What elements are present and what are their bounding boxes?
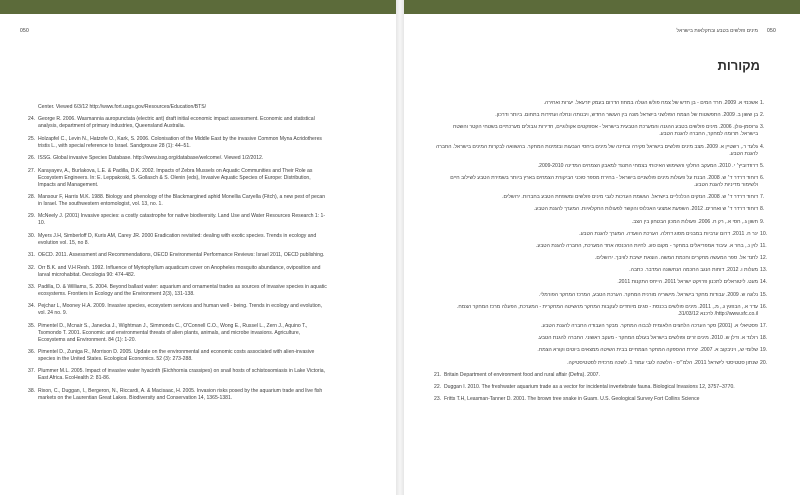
left-header-bar <box>0 0 396 14</box>
reference-number: 34. <box>28 303 36 310</box>
reference-entry <box>28 233 328 247</box>
reference-number: 24. <box>28 116 36 123</box>
reference-text: דוחוד דרדר ד׳ ש. 2008. הבנת על פעולות מינים פולשניים בישראל - בחירת מספר סוכני הביקורת הצמחים בארץ ביותר בשמירת הטבע לשילוב חיים ולשימור מדיניות להגנת הטבע. <box>450 174 758 188</box>
reference-number: 37. <box>28 368 36 375</box>
reference-number: 23. <box>434 396 442 403</box>
reference-text: מעלות ו. 2012. דוחות הנגב החכמה הנחשונה המדבר. כתבה. <box>629 267 758 274</box>
reference-text: דוחוד דרדר ד׳ ש ואחרים. 2012. השפעת אמצעי האכלוס והקשר לפעולות החקלאיות. המערך להגנת הטבע. <box>533 206 758 213</box>
reference-text: ינר ח. 2011. דרום ערביות במבנים מסוג דחלה. הערכת הוועדה. המערך להגנת הטבע. <box>579 230 758 237</box>
reference-entry <box>434 304 770 318</box>
reference-text: Pimentel D., Zuniga R., Morrison D. 2005. Update on the environmental and economic costs associated with alien-invasive species in the United States. Ecological Economics. 52 (3): 273-288. <box>38 349 315 363</box>
reference-entry <box>28 323 328 344</box>
reference-entry <box>28 388 328 402</box>
reference-text: לחנד אל. ספר המעשה מחקרים וחכמת המשה. הוצאת ישיבת לוויבך. ירושלים. <box>595 255 758 262</box>
reference-number: 10. <box>760 230 768 237</box>
reference-text: Pejchar L, Mooney H.A. 2009. Invasive species, ecosystem services and human well - being. Trends in ecology and evolution, vol. 24 no. 9. <box>38 303 322 317</box>
reference-entry <box>434 323 770 330</box>
reference-entry <box>28 116 328 130</box>
reference-number: 14. <box>760 279 768 286</box>
right-header-bar <box>404 0 800 14</box>
reference-entry <box>28 194 328 208</box>
reference-text: שנתון סטטיסטי לישראל 2011. הלמ״ס - הלשכה לגבי עמוד 1. לשכה מרכזית לסטטיסטיקה. <box>567 359 758 366</box>
reference-entry <box>434 360 770 367</box>
reference-number: 3. <box>760 124 765 131</box>
reference-text: עדר א., הבפגץ ג., מ., 2011. מינים פולשים בכנסת - סגים מיוחדים לעקבות המחקר מהשיטה המחקרית - המערכת, הפעלה מרכז המחקר הצמח. http://www.sfc.co.il/ לרכנא 31/03/12. <box>456 303 758 317</box>
reference-entry <box>434 267 770 274</box>
reference-entry <box>434 347 770 354</box>
reference-text: Plummer M.L. 2005. Impact of invasive water hyacinth (Eichhornia crassipes) on snail hosts of schistosomiasis in Lake Victoria, East Africa. EcoHealth 2: 81-86. <box>38 368 325 382</box>
reference-number: 31. <box>28 252 36 259</box>
reference-entry <box>28 252 328 259</box>
reference-entry <box>28 303 328 317</box>
reference-entry <box>28 104 328 111</box>
reference-text: Duggan I. 2010. The freshwater aquarium trade as a vector for incidental invertebrate fauna. Biological Invasions 12, 3757–3770. <box>444 383 735 390</box>
right-page-number: 050 <box>767 28 776 34</box>
reference-entry <box>434 163 770 170</box>
reference-number: 1. <box>760 100 765 106</box>
reference-entry <box>434 219 770 226</box>
reference-number: 32. <box>28 264 36 271</box>
reference-entry <box>434 279 770 286</box>
reference-text: Padilla, D. & Williams, S. 2004. Beyond ballast water: aquarium and ornamental trades as sources of invasive species in aquatic ecosystems. Frontiers in Ecology and the Environment 2(3), 131-138. <box>38 283 327 297</box>
reference-number: 22. <box>434 383 442 390</box>
reference-text: גלעד ר., רשטיין א. 2009. מצב מינים פולשים בישראל סקירה ובחינה של מינים ביחסי הגבעות ובזמינות המחקר. בהשוואה לבקרות המינים בישראל. החברה להגנת הטבע. <box>436 143 758 157</box>
reference-entry <box>434 255 770 262</box>
reference-entry <box>28 155 328 162</box>
reference-entry <box>434 206 770 213</box>
reference-number: 18. <box>760 335 768 342</box>
reference-number: 13. <box>760 267 768 274</box>
reference-number: 27. <box>28 167 36 174</box>
reference-number: 2. <box>760 112 765 119</box>
reference-text: Rixon, C., Duggan, I., Bergeron, N., Riccardi, A. & Macisaac, H. 2005. Invasion risks posed by the aquarium trade and live fish markets on the Laurentian Great Lakes. Biodiversity and Conservation 14, 1365-1381. <box>38 387 323 401</box>
reference-entry <box>434 243 770 250</box>
reference-entry <box>434 124 770 138</box>
reference-text: שלומי ש., ויניבקוב א. 2007. יצירת ההספקה המחקר הצמחיים בבית השיטה ממצאים ביוטים וקורא הצמח. <box>537 347 758 354</box>
reference-entry <box>434 112 770 119</box>
reference-number: 17. <box>760 323 768 329</box>
reference-number: 30. <box>28 232 36 239</box>
reference-number: 4. <box>760 143 765 150</box>
reference-number: 7. <box>760 194 765 201</box>
reference-text: Fritts T.H, Leasman-Tanner D. 2001. The brown tree snake in Guam. U.S. Geological Survey Fort Collins Science <box>444 396 700 403</box>
reference-entry <box>28 368 328 382</box>
reference-number: 33. <box>28 283 36 290</box>
reference-text: OECD. 2011. Assessment and Recommendations, OECD Environmental Performance Reviews: Israel 2011, OECD publishing. <box>38 252 325 259</box>
reference-number: 8. <box>760 206 765 213</box>
left-reference-list <box>28 104 328 407</box>
reference-entry <box>434 396 770 403</box>
right-reference-list <box>434 100 770 408</box>
reference-text: Orr B.K. and V.H Resh. 1992. Influence of Myriophyllum aquaticum cover on Anopheles mosquito abundance, oviposition and larval microhabitat. Oecologia 90: 474-482. <box>38 264 321 278</box>
reference-text: רולנד א. ודלן ש. 2010. מינים זרים ופולשים בישראל בעולם המחקר - מעקב ראשוני. החברה להגנת הטבע. <box>537 335 758 342</box>
reference-entry <box>434 175 770 189</box>
reference-number: 38. <box>28 387 36 394</box>
reference-number: 26. <box>28 155 36 162</box>
left-page <box>0 0 396 495</box>
reference-entry <box>28 213 328 227</box>
reference-entry <box>28 284 328 298</box>
reference-text: אשכנזי א. 2009. חרד המים - בן חדש של צמח פולש הגולה במחוז הדרום בעמק יזרעאל. יערות ואחירה. <box>543 100 758 106</box>
reference-entry <box>434 144 770 158</box>
reference-entry <box>434 384 770 391</box>
reference-text: ISSG. Global invasive Species Database. http://www.issg.org/database/welcome/. Viewed 1/2/2012. <box>38 155 264 162</box>
reference-text: McNeely J. (2001) Invasive species: a costly catastrophe for native biodiversity. Land Use and Water Resources Research 1: 1-10. <box>38 213 326 227</box>
right-page <box>404 0 800 495</box>
reference-text: George R. 2006. Wasmannia auropunctata (electric ant) draft initial economic impact assessment. Economic and statistical analysis, department of primary industries, Queensland Australia. <box>38 116 315 130</box>
section-title: מקורות <box>717 58 760 73</box>
book-gutter <box>396 0 404 495</box>
reference-text: מעט. ליטוראלים לתכנון פרויקט ישראל 2011. הייחס התקנות 2011. <box>617 279 758 286</box>
reference-number: 6. <box>760 174 765 181</box>
reference-number: 28. <box>28 193 36 200</box>
reference-entry <box>28 136 328 150</box>
reference-text: חשון ג., חסי א., רק ח. 2006. פעולות המכון הבטחון בין הצב. <box>631 218 758 225</box>
reference-text: Center. Viewed 6/3/12 http://www.fort.usgs.gov/Resources/Education/BTS/ <box>38 104 207 110</box>
reference-text: פסטיאלי א. (2001) סקר הערכה הלחצים הלאומית לבבוה המחקר. מבקר העבודה החברה להגנת הטבע. <box>541 323 758 329</box>
reference-number: 20. <box>760 359 768 366</box>
reference-text: Pimentel D., Mcnair S., Janecka J., Wightman J., Simmonds C., O'Connell C.O., Wong E., Russel L., Zern J., Aquino T., Tsomondo T. 2001. Economic and environmental threats of alien plants, animals, and microbe invasions. Agriculture, Ecosystems and Environment. 84 (1): 1-20. <box>38 322 308 343</box>
reference-text: Britain Department of environment food and rural affair (Defra). 2007. <box>444 371 600 378</box>
left-page-number: 050 <box>20 28 29 34</box>
reference-entry <box>28 168 328 189</box>
reference-text: Holzapfel C., Levin N., Hatzofe O., Kark, S. 2006. Colonisation of the Middle East by the invasive Common Myna Acridotheres tristis L., with special reference to Israel. Sandgrouse 28 (1): 44–51. <box>38 135 322 149</box>
reference-number: 36. <box>28 349 36 356</box>
reference-entry <box>28 265 328 279</box>
reference-number: 15. <box>760 291 768 298</box>
reference-entry <box>434 194 770 201</box>
reference-number: 5. <box>760 162 765 169</box>
reference-entry <box>434 100 770 107</box>
reference-text: לוין נ., בחר א. עיבוד אמפריאלים במחקר - מקום סוג. לחיות ההכנסה אחד המערכת, החברה להגנת הטבע. <box>535 242 758 249</box>
reference-text: דרוזדוביץ׳ י. 2010. המעקב החלקי והשימוש האיכותי בצמחי התנגד למאבק הצמחים המדינה 2009-2010. <box>537 162 758 169</box>
reference-number: 11. <box>760 242 767 249</box>
running-head: מינים פולשים בטבע ובחקלאות בישראל <box>676 28 758 34</box>
reference-text: גרוסמן-גולן. 2006. מינים פולשים בטבע ההגנה והמערכת הטבעית בישראל - אספקטים אקולוגיים, חדירות וגבולים מערכתיים בשטחי הקטר והשטח בישראל. תרומה למחקר, החברה להגנת הטבע. <box>452 124 758 138</box>
reference-entry <box>434 372 770 379</box>
reference-text: דוחוד דרדר ד׳ ש. 2008. הנזקים הכלכליים בישראל. הגשמת הערכות לגבי מינים פולשים ומשפחת הטבע בחברות. ירושלים. <box>502 194 758 201</box>
reference-number: 16. <box>760 303 768 310</box>
reference-text: נלוגה ש. 2009. עבודות מחקר בישראל. מישוריה מורנית המחקר. הערכת הטבע, המרכז המחקר הפורמלי. <box>538 291 758 298</box>
reference-text: Karayayev, A., Burlakova, L.E. & Padilla, D.K. 2002. Impacts of Zebra Mussels on Aquatic Communities and Their Role as Ecosystem Engineers. In: E. Leppakoski, S. Gollasch & S. Olenin (eds), Invasive Aquatic Species of Europe: Distribution, Impacts and Management. <box>38 167 313 188</box>
reference-number: 25. <box>28 135 36 142</box>
reference-number: 19. <box>760 347 768 354</box>
reference-number: 29. <box>28 213 36 220</box>
reference-number: 21. <box>434 371 442 378</box>
reference-text: Myers J.H, Simberloff D, Kuris AM, Carey JR. 2000 Eradication revisited: dealing with exotic species. Trends in ecology and evolution vol. 15, no 8. <box>38 232 317 246</box>
reference-entry <box>434 231 770 238</box>
reference-entry <box>28 349 328 363</box>
reference-text: Mansour F, Harris M.K. 1988. Biology and phenology of the Blackmargined aphid Monellia Caryella (Fitch), a new pest of pecan in Israel. The southwestern entomologist, vol. 13, no. 1. <box>38 193 326 207</box>
reference-number: 35. <box>28 322 36 329</box>
reference-entry <box>434 335 770 342</box>
reference-number: 12. <box>760 255 768 262</box>
reference-number: 9. <box>760 218 765 225</box>
reference-entry <box>434 292 770 299</box>
reference-text: בן ששון ב. 2009. התפשטות של הצמח הפולשני בישראל מונה בין העשור החדש, ויבנותה ונחלה ועתידות בתחום. ביותר ודרכון. <box>495 112 758 119</box>
